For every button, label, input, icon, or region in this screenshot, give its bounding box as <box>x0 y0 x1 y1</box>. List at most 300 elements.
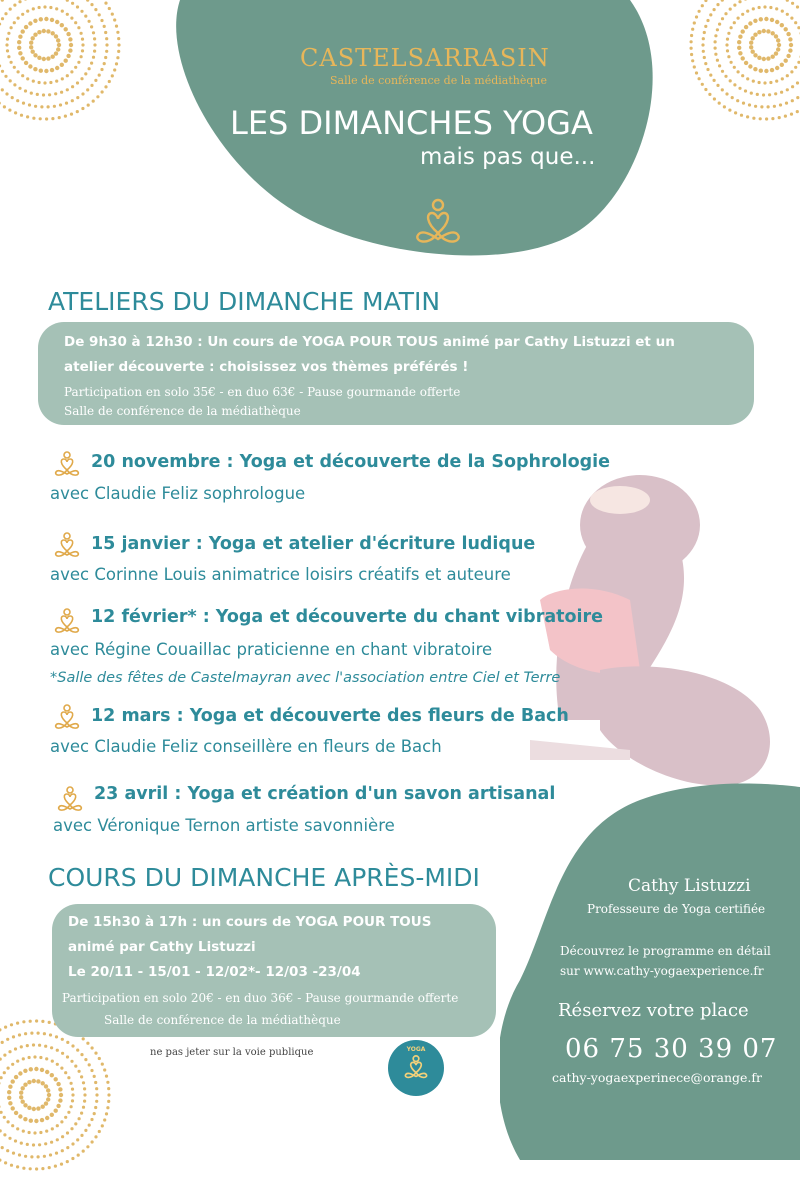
decor-dot <box>92 56 95 59</box>
decor-dot <box>796 96 799 99</box>
decor-dot <box>70 70 73 73</box>
decor-dot <box>33 53 37 57</box>
decor-dot <box>757 30 761 34</box>
decor-dot <box>18 1071 22 1075</box>
decor-dot <box>721 88 724 91</box>
decor-dot <box>39 17 43 21</box>
decor-dot <box>88 20 91 23</box>
decor-dot <box>76 1138 79 1141</box>
decor-dot <box>737 40 741 44</box>
decor-dot <box>87 104 90 107</box>
decor-dot <box>759 69 763 73</box>
decor-dot <box>706 68 709 71</box>
decor-dot <box>698 10 701 13</box>
decor-dot <box>22 1167 25 1170</box>
contact-name: Cathy Listuzzi <box>628 876 751 896</box>
decor-dot <box>3 1071 6 1074</box>
decor-dot <box>41 1167 44 1170</box>
decor-dot <box>44 1101 48 1105</box>
decor-dot <box>22 1020 25 1023</box>
decor-dot <box>759 17 763 21</box>
decor-dot <box>90 1118 93 1121</box>
decor-dot <box>50 1113 54 1117</box>
decor-dot <box>116 56 119 59</box>
decor-dot <box>81 49 84 52</box>
decor-dot <box>779 103 782 106</box>
decor-dot <box>753 67 757 71</box>
decor-dot <box>64 1071 67 1074</box>
decor-dot <box>41 1020 44 1023</box>
decor-dot <box>49 81 52 84</box>
decor-dot <box>66 1146 69 1149</box>
decor-dot <box>713 97 716 100</box>
decor-dot <box>741 74 744 77</box>
decor-dot <box>56 1049 59 1052</box>
decor-dot <box>51 1127 54 1130</box>
decor-dot <box>81 107 84 110</box>
decor-dot <box>752 7 755 10</box>
decor-dot <box>746 10 749 13</box>
decor-dot <box>58 1087 62 1091</box>
decor-dot <box>95 1087 98 1090</box>
decor-dot <box>94 1052 97 1055</box>
decor-dot <box>3 1054 6 1057</box>
decor-dot <box>82 1106 85 1109</box>
decor-dot <box>771 55 775 59</box>
decor-dot <box>5 92 8 95</box>
decor-dot <box>773 105 776 108</box>
decor-dot <box>748 103 751 106</box>
decor-dot <box>784 115 787 118</box>
decor-dot <box>70 1060 73 1063</box>
footer-note: ne pas jeter sur la voie publique <box>150 1047 313 1058</box>
decor-dot <box>48 1166 51 1169</box>
decor-dot <box>64 27 68 31</box>
decor-dot <box>28 21 32 25</box>
decor-dot <box>746 77 749 80</box>
decor-dot <box>44 1084 48 1088</box>
decor-dot <box>0 1076 3 1079</box>
decor-dot <box>8 1137 11 1140</box>
decor-dot <box>51 1060 54 1063</box>
decor-dot <box>76 110 79 113</box>
decor-dot <box>29 1167 32 1170</box>
event-title-4: 12 mars : Yoga et découverte des fleurs de Bach <box>91 706 569 726</box>
decor-dot <box>749 41 753 45</box>
decor-dot <box>82 1150 85 1153</box>
decor-dot <box>24 25 28 29</box>
decor-dot <box>56 1082 60 1086</box>
decor-dot <box>10 1164 13 1167</box>
decor-dot <box>768 93 771 96</box>
decor-dot <box>53 105 56 108</box>
decor-dot <box>789 43 793 47</box>
decor-dot <box>0 1105 1 1108</box>
decor-dot <box>3 1133 6 1136</box>
decor-dot <box>88 67 91 70</box>
decor-dot <box>695 71 698 74</box>
decor-dot <box>66 13 69 16</box>
contact-discover: Découvrez le programme en détail <box>560 944 771 958</box>
decor-dot <box>90 3 93 6</box>
decor-dot <box>71 1088 74 1091</box>
decor-dot <box>90 84 93 87</box>
decor-dot <box>701 43 704 46</box>
decor-dot <box>762 57 766 61</box>
decor-dot <box>738 87 741 90</box>
decor-dot <box>703 56 706 59</box>
decor-dot <box>774 34 778 38</box>
decor-dot <box>17 40 21 44</box>
decor-dot <box>113 18 116 21</box>
decor-dot <box>40 1118 44 1122</box>
decor-dot <box>775 66 779 70</box>
decor-dot <box>55 80 58 83</box>
decor-dot <box>744 61 748 65</box>
decor-dot <box>34 105 37 108</box>
decor-dot <box>790 113 793 116</box>
decor-dot <box>66 1055 69 1058</box>
decor-dot <box>8 1085 12 1089</box>
decor-dot <box>28 1056 31 1059</box>
decor-dot <box>12 1152 15 1155</box>
decor-dot <box>81 92 84 95</box>
decor-dot <box>39 1131 42 1134</box>
decor-dot <box>7 1096 11 1100</box>
decor-dot <box>690 40 693 43</box>
afternoon-box-line1: De 15h30 à 17h : un cours de YOGA POUR TOUS <box>68 914 431 930</box>
decor-dot <box>71 1157 74 1160</box>
decor-dot <box>709 13 712 16</box>
decor-dot <box>12 1035 15 1038</box>
decor-dot <box>68 48 72 52</box>
decor-dot <box>690 47 693 50</box>
event-note-3: *Salle des fêtes de Castelmayran avec l'association entre Ciel et Terre <box>50 670 560 686</box>
decor-dot <box>44 69 48 73</box>
decor-dot <box>46 29 50 33</box>
decor-dot <box>76 81 79 84</box>
decor-dot <box>82 1037 85 1040</box>
decor-dot <box>104 85 107 88</box>
decor-dot <box>65 102 68 105</box>
decor-dot <box>38 1143 41 1146</box>
decor-dot <box>83 1093 86 1096</box>
decor-dot <box>784 27 788 31</box>
decor-dot <box>7 1067 10 1070</box>
decor-dot <box>9 79 12 82</box>
decor-dot <box>21 56 25 60</box>
decor-dot <box>86 1145 89 1148</box>
decor-dot <box>790 70 793 73</box>
decor-dot <box>31 50 35 54</box>
decor-dot <box>718 64 721 67</box>
decor-dot <box>71 1093 74 1096</box>
decor-dot <box>744 0 747 1</box>
decor-dot <box>61 77 64 80</box>
decor-dot <box>8 1050 11 1053</box>
event-sub-1: avec Claudie Feliz sophrologue <box>50 484 305 503</box>
decor-dot <box>738 51 742 55</box>
decor-dot <box>775 80 778 83</box>
decor-dot <box>60 1067 63 1070</box>
decor-dot <box>93 1075 96 1078</box>
decor-dot <box>728 109 731 112</box>
decor-dot <box>766 29 770 33</box>
decor-dot <box>714 53 717 56</box>
decor-dot <box>103 62 106 65</box>
decor-dot <box>50 1046 53 1049</box>
decor-dot <box>791 85 794 88</box>
event-title-2: 15 janvier : Yoga et atelier d'écriture ludique <box>91 534 535 554</box>
decor-dot <box>38 81 41 84</box>
decor-dot <box>68 37 72 41</box>
decor-dot <box>50 18 54 22</box>
decor-dot <box>49 1153 52 1156</box>
decor-dot <box>45 1130 48 1133</box>
decor-dot <box>13 83 16 86</box>
venue-subtitle: Salle de conférence de la médiathèque <box>330 74 547 87</box>
decor-dot <box>701 83 704 86</box>
yoga-logo-icon <box>402 1054 430 1082</box>
decor-dot <box>18 1033 21 1036</box>
decor-dot <box>41 1081 45 1085</box>
decor-dot <box>0 102 1 105</box>
decor-dot <box>55 1152 58 1155</box>
decor-dot <box>58 116 61 119</box>
afternoon-box-dates: Le 20/11 - 15/01 - 12/02*- 12/03 -23/04 <box>68 964 361 980</box>
decor-dot <box>31 36 35 40</box>
decor-dot <box>43 5 46 8</box>
decor-dot <box>741 29 745 33</box>
decor-dot <box>741 56 745 60</box>
decor-dot <box>56 1138 59 1141</box>
decor-dot <box>66 1160 69 1163</box>
decor-dot <box>105 1075 108 1078</box>
decor-dot <box>737 46 741 50</box>
decor-dot <box>58 1098 62 1102</box>
decor-dot <box>10 26 13 29</box>
decor-dot <box>718 102 721 105</box>
decor-dot <box>691 59 694 62</box>
decor-dot <box>78 1117 81 1120</box>
afternoon-info-box <box>52 904 496 1037</box>
decor-dot <box>95 1100 98 1103</box>
decor-dot <box>24 89 27 92</box>
main-subtitle: mais pas que... <box>420 144 595 170</box>
decor-dot <box>70 1127 73 1130</box>
decor-dot <box>769 81 772 84</box>
decor-dot <box>4 1161 7 1164</box>
decor-dot <box>17 17 20 20</box>
decor-dot <box>7 1090 11 1094</box>
decor-dot <box>786 54 790 58</box>
decor-dot <box>11 1106 15 1110</box>
decor-dot <box>43 1155 46 1158</box>
decor-dot <box>60 91 63 94</box>
contact-website: sur www.cathy-yogaexperience.fr <box>560 964 764 978</box>
yoga-small-icon <box>52 450 82 480</box>
decor-dot <box>98 74 101 77</box>
dot-circle-top-left <box>0 0 130 130</box>
decor-dot <box>61 10 64 13</box>
decor-dot <box>726 38 729 41</box>
decor-dot <box>695 15 698 18</box>
decor-dot <box>37 1032 40 1035</box>
decor-dot <box>764 69 768 73</box>
decor-dot <box>780 23 784 27</box>
decor-dot <box>7 32 10 35</box>
decor-dot <box>32 1079 36 1083</box>
decor-dot <box>28 103 31 106</box>
decor-dot <box>21 1100 25 1104</box>
decor-dot <box>24 1032 27 1035</box>
decor-dot <box>94 8 97 11</box>
decor-dot <box>28 64 32 68</box>
decor-dot <box>39 117 42 120</box>
decor-dot <box>60 1120 63 1123</box>
decor-dot <box>91 1046 94 1049</box>
decor-dot <box>42 29 46 33</box>
decor-dot <box>774 92 777 95</box>
decor-dot <box>33 67 37 71</box>
decor-dot <box>91 1140 94 1143</box>
decor-dot <box>0 1028 2 1031</box>
decor-dot <box>794 66 797 69</box>
yoga-small-icon <box>52 607 82 637</box>
decor-dot <box>76 5 79 8</box>
decor-dot <box>14 1139 17 1142</box>
afternoon-box-venue: Salle de conférence de la médiathèque <box>104 1013 341 1027</box>
yoga-logo <box>388 1040 444 1096</box>
decor-dot <box>714 34 717 37</box>
decor-dot <box>54 1077 58 1081</box>
decor-dot <box>788 37 792 41</box>
decor-dot <box>70 17 73 20</box>
decor-dot <box>733 83 736 86</box>
event-sub-4: avec Claudie Feliz conseillère en fleurs de Bach <box>50 737 442 756</box>
decor-dot <box>0 1058 2 1061</box>
decor-dot <box>30 1155 33 1158</box>
decor-dot <box>60 1163 63 1166</box>
decor-dot <box>13 4 16 7</box>
yoga-logo-text: YOGA <box>388 1046 444 1053</box>
decor-dot <box>64 115 67 118</box>
decor-dot <box>21 1086 25 1090</box>
decor-dot <box>21 13 24 16</box>
decor-dot <box>0 1129 2 1132</box>
decor-dot <box>714 47 717 50</box>
decor-dot <box>107 1093 110 1096</box>
decor-dot <box>20 1142 23 1145</box>
decor-dot <box>794 21 797 24</box>
decor-dot <box>67 1111 70 1114</box>
event-sub-2: avec Corinne Louis animatrice loisirs créatifs et auteure <box>50 565 511 584</box>
decor-dot <box>752 80 755 83</box>
decor-dot <box>1 0 4 2</box>
decor-dot <box>18 1114 22 1118</box>
decor-dot <box>43 81 46 84</box>
decor-dot <box>744 89 747 92</box>
decor-dot <box>796 5 799 8</box>
decor-dot <box>16 1127 19 1130</box>
decor-dot <box>55 66 59 70</box>
decor-dot <box>23 1103 27 1107</box>
decor-dot <box>757 56 761 60</box>
decor-dot <box>781 77 784 80</box>
decor-dot <box>759 117 762 120</box>
decor-dot <box>111 13 114 16</box>
decor-dot <box>713 8 716 11</box>
decor-dot <box>18 51 22 55</box>
decor-dot <box>77 61 80 64</box>
decor-dot <box>101 1124 104 1127</box>
decor-dot <box>43 1032 46 1035</box>
decor-dot <box>7 55 10 58</box>
decor-dot <box>777 43 781 47</box>
decor-dot <box>703 31 706 34</box>
decor-dot <box>4 1026 7 1029</box>
decor-dot <box>44 1045 47 1048</box>
decor-dot <box>7 1120 10 1123</box>
decor-dot <box>716 28 719 31</box>
decor-dot <box>17 70 20 73</box>
decor-dot <box>84 1058 87 1061</box>
decor-dot <box>108 80 111 83</box>
decor-dot <box>763 81 766 84</box>
decor-dot <box>21 74 24 77</box>
decor-dot <box>10 1023 13 1026</box>
decor-dot <box>56 1104 60 1108</box>
decor-dot <box>76 1049 79 1052</box>
decor-dot <box>13 21 16 24</box>
decor-dot <box>56 1124 59 1127</box>
decor-dot <box>92 100 95 103</box>
decor-dot <box>724 75 727 78</box>
decor-dot <box>786 0 789 2</box>
decor-dot <box>786 74 789 77</box>
decor-dot <box>51 55 55 59</box>
decor-dot <box>775 7 778 10</box>
decor-dot <box>46 1097 50 1101</box>
decor-dot <box>104 56 107 59</box>
decor-dot <box>0 23 1 26</box>
decor-dot <box>762 93 765 96</box>
yoga-woman-illustration <box>530 470 800 800</box>
decor-dot <box>78 1070 81 1073</box>
decor-dot <box>765 117 768 120</box>
decor-dot <box>64 59 68 63</box>
decor-dot <box>105 43 108 46</box>
decor-dot <box>106 1106 109 1109</box>
decor-dot <box>50 1141 53 1144</box>
decor-dot <box>84 72 87 75</box>
decor-dot <box>33 33 37 37</box>
decor-dot <box>34 1119 38 1123</box>
decor-dot <box>727 32 730 35</box>
decor-dot <box>40 1068 44 1072</box>
event-title-1: 20 novembre : Yoga et découverte de la Sophrologie <box>91 452 610 472</box>
decor-dot <box>93 1112 96 1115</box>
decor-dot <box>49 1033 52 1036</box>
decor-dot <box>54 34 58 38</box>
decor-dot <box>11 1079 15 1083</box>
decor-dot <box>708 93 711 96</box>
decor-dot <box>42 57 46 61</box>
decor-dot <box>115 25 118 28</box>
decor-dot <box>721 17 724 20</box>
event-title-3: 12 février* : Yoga et découverte du chant vibratoire <box>91 607 603 627</box>
decor-dot <box>90 62 93 65</box>
